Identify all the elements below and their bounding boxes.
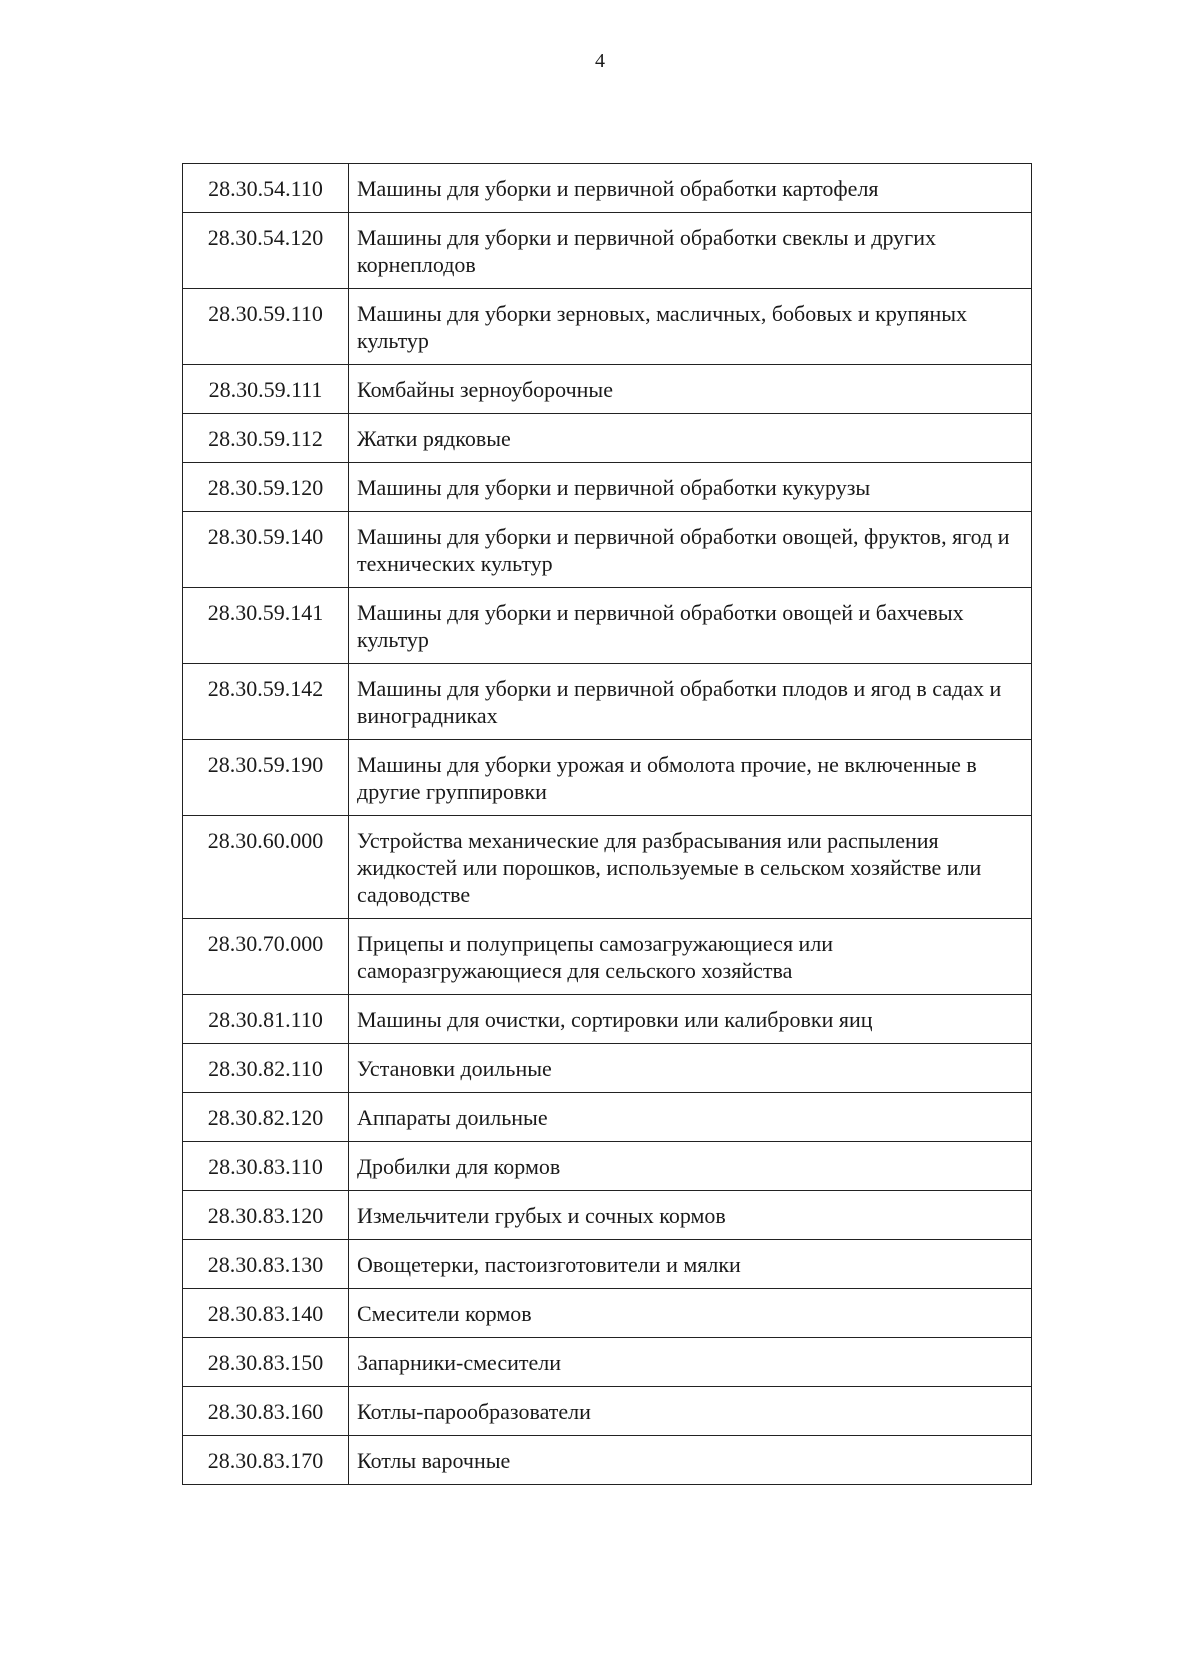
table-row (183, 1142, 1032, 1191)
table-row (183, 1436, 1032, 1485)
table-row (183, 414, 1032, 463)
table-body (183, 164, 1032, 1485)
table-row (183, 816, 1032, 919)
table-row (183, 588, 1032, 664)
okpd-code-cell: 28.30.59.111 (183, 365, 349, 414)
product-description-cell: Котлы варочные (349, 1436, 1032, 1485)
okpd-code-cell: 28.30.83.130 (183, 1240, 349, 1289)
okpd-code-cell: 28.30.82.120 (183, 1093, 349, 1142)
product-description-cell: Устройства механические для разбрасывания или распыления жидкостей или порошков, используемые в сельском хозяйстве или садоводстве (349, 816, 1032, 919)
product-description-cell: Машины для уборки урожая и обмолота прочие, не включенные в другие группировки (349, 740, 1032, 816)
table-row (183, 919, 1032, 995)
okpd-code-cell: 28.30.54.110 (183, 164, 349, 213)
table-row (183, 1191, 1032, 1240)
okpd-code-cell: 28.30.82.110 (183, 1044, 349, 1093)
product-description-cell: Котлы-парообразователи (349, 1387, 1032, 1436)
table-row (183, 1093, 1032, 1142)
product-description-cell: Комбайны зерноуборочные (349, 365, 1032, 414)
table-row (183, 1044, 1032, 1093)
product-description-cell: Запарники-смесители (349, 1338, 1032, 1387)
product-description-cell: Прицепы и полуприцепы самозагружающиеся или саморазгружающиеся для сельского хозяйства (349, 919, 1032, 995)
product-description-cell: Машины для уборки зерновых, масличных, бобовых и крупяных культур (349, 289, 1032, 365)
product-description-cell: Машины для уборки и первичной обработки плодов и ягод в садах и виноградниках (349, 664, 1032, 740)
table-row (183, 740, 1032, 816)
product-description-cell: Смесители кормов (349, 1289, 1032, 1338)
okpd-code-cell: 28.30.59.190 (183, 740, 349, 816)
okpd-code-cell: 28.30.59.120 (183, 463, 349, 512)
okpd-code-cell: 28.30.83.150 (183, 1338, 349, 1387)
okpd-code-cell: 28.30.83.170 (183, 1436, 349, 1485)
product-description-cell: Машины для уборки и первичной обработки овощей и бахчевых культур (349, 588, 1032, 664)
okpd-code-cell: 28.30.83.110 (183, 1142, 349, 1191)
table-row (183, 1289, 1032, 1338)
okpd-code-cell: 28.30.83.120 (183, 1191, 349, 1240)
product-description-cell: Машины для уборки и первичной обработки овощей, фруктов, ягод и технических культур (349, 512, 1032, 588)
table-row (183, 213, 1032, 289)
okpd-code-cell: 28.30.81.110 (183, 995, 349, 1044)
okpd-code-cell: 28.30.59.110 (183, 289, 349, 365)
table-row (183, 1387, 1032, 1436)
table-row (183, 664, 1032, 740)
page-number: 4 (595, 50, 605, 72)
classification-table (182, 163, 1032, 1485)
table-row (183, 365, 1032, 414)
table-row (183, 1240, 1032, 1289)
table-row (183, 164, 1032, 213)
product-description-cell: Дробилки для кормов (349, 1142, 1032, 1191)
table-row (183, 512, 1032, 588)
product-description-cell: Установки доильные (349, 1044, 1032, 1093)
product-description-cell: Машины для уборки и первичной обработки свеклы и других корнеплодов (349, 213, 1032, 289)
product-description-cell: Машины для уборки и первичной обработки картофеля (349, 164, 1032, 213)
okpd-code-cell: 28.30.59.141 (183, 588, 349, 664)
okpd-code-cell: 28.30.83.140 (183, 1289, 349, 1338)
product-description-cell: Аппараты доильные (349, 1093, 1032, 1142)
okpd-code-cell: 28.30.59.142 (183, 664, 349, 740)
product-description-cell: Овощетерки, пастоизготовители и мялки (349, 1240, 1032, 1289)
table-row (183, 995, 1032, 1044)
product-description-cell: Измельчители грубых и сочных кормов (349, 1191, 1032, 1240)
okpd-code-cell: 28.30.54.120 (183, 213, 349, 289)
okpd-code-cell: 28.30.60.000 (183, 816, 349, 919)
okpd-code-cell: 28.30.59.112 (183, 414, 349, 463)
table-row (183, 463, 1032, 512)
okpd-code-cell: 28.30.70.000 (183, 919, 349, 995)
okpd-code-cell: 28.30.83.160 (183, 1387, 349, 1436)
product-description-cell: Машины для очистки, сортировки или калибровки яиц (349, 995, 1032, 1044)
table-row (183, 1338, 1032, 1387)
table-row (183, 289, 1032, 365)
okpd-code-cell: 28.30.59.140 (183, 512, 349, 588)
product-description-cell: Машины для уборки и первичной обработки кукурузы (349, 463, 1032, 512)
product-description-cell: Жатки рядковые (349, 414, 1032, 463)
